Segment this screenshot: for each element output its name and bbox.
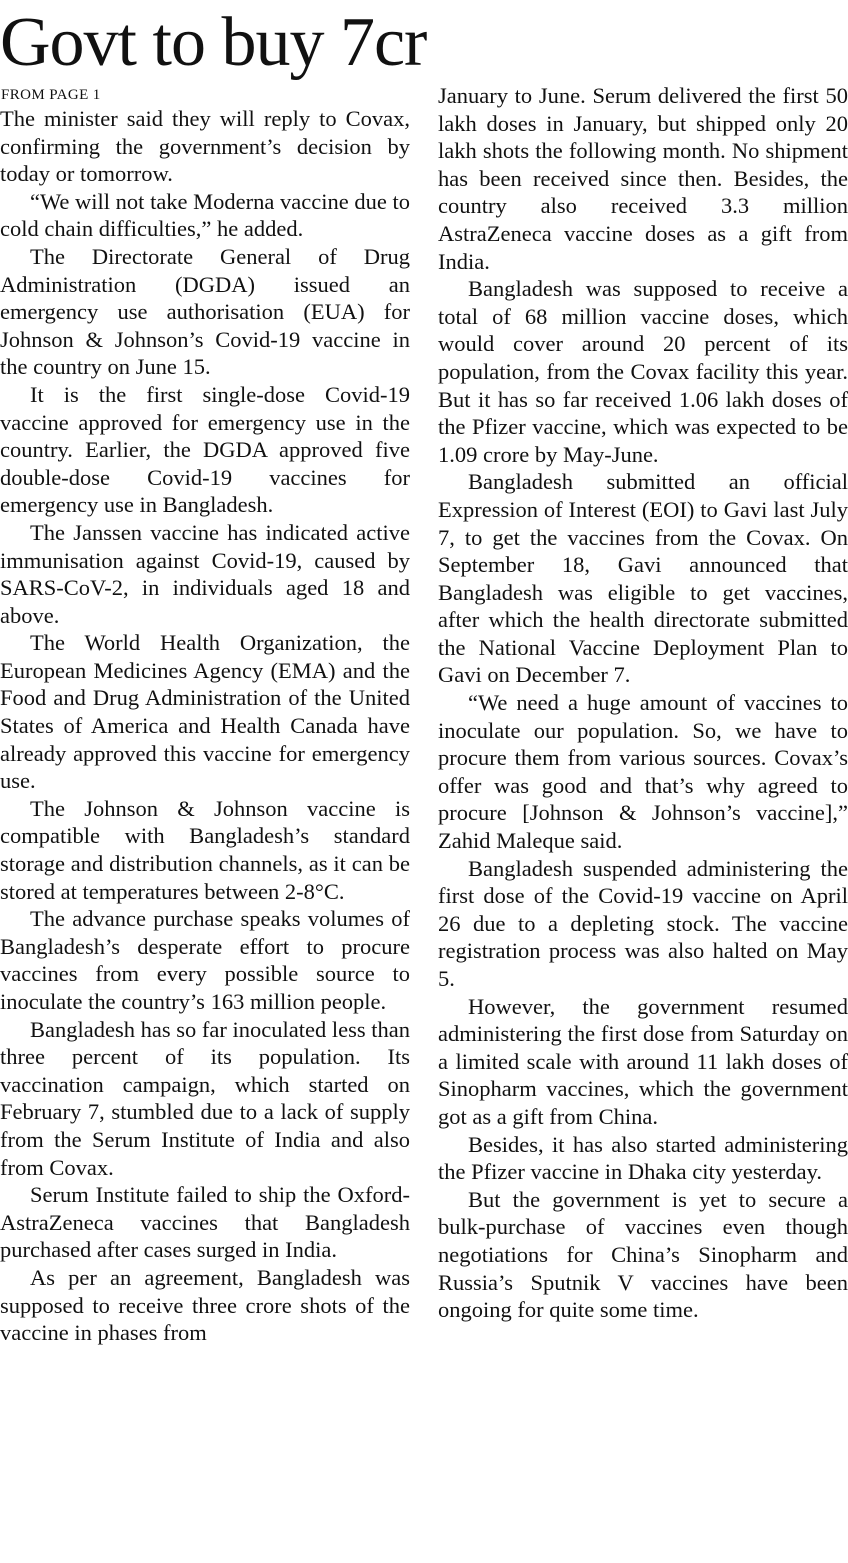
paragraph: The advance purchase speaks volumes of Bangladesh’s desperate effort to procure vaccines from every possible source to inoculate the country’s 163 million people. xyxy=(0,906,410,1014)
paragraph: January to June. Serum delivered the first 50 lakh doses in January, but shipped only 20 lakh shots the following month. No shipment has been received since then. Besides, the country also received 3.3 million AstraZeneca vaccine doses as a gift from India. xyxy=(438,83,848,274)
paragraph: Bangladesh was supposed to receive a total of 68 million vaccine doses, which would cover around 20 percent of its population, from the Covax facility this year. But it has so far received 1.06 lakh doses of the Pfizer vaccine, which was expected to be 1.09 crore by May-June. xyxy=(438,276,848,467)
paragraph: “We need a huge amount of vaccines to inoculate our population. So, we have to procure them from various sources. Covax’s offer was good and that’s why agreed to procure [Johnson & Johnson’s vaccine],” Zahid Maleque said. xyxy=(438,690,848,854)
paragraph: Bangladesh suspended administering the first dose of the Covid-19 vaccine on April 26 due to a depleting stock. The vaccine registration process was also halted on May 5. xyxy=(438,855,848,991)
paragraph: However, the government resumed administering the first dose from Saturday on a limited scale with around 11 lakh doses of Sinopharm vaccines, which the government got as a gift from China. xyxy=(438,993,848,1129)
paragraph: It is the first single-dose Covid-19 vaccine approved for emergency use in the country. Earlier, the DGDA approved five double-dose Covid-19 vaccines for emergency use in Bangladesh. xyxy=(0,381,410,518)
paragraph: Bangladesh submitted an official Expression of Interest (EOI) to Gavi last July 7, to get the vaccines from the Covax. On September 18, Gavi announced that Bangladesh was eligible to get vaccines, after which the health directorate submitted the National Vaccine Deployment Plan to Gavi on December 7. xyxy=(438,469,848,688)
article-column-right xyxy=(438,82,848,1324)
paragraph: The World Health Organization, the European Medicines Agency (EMA) and the Food and Drug Administration of the United States of America and Health Canada have already approved this vaccine for emergency use. xyxy=(0,630,410,794)
paragraph: The Directorate General of Drug Administration (DGDA) issued an emergency use authorisation (EUA) for Johnson & Johnson’s Covid-19 vaccine in the country on June 15. xyxy=(0,243,410,380)
paragraph: As per an agreement, Bangladesh was supposed to receive three crore shots of the vaccine in phases from xyxy=(0,1264,410,1346)
article-column-left xyxy=(0,105,410,1347)
paragraph: Bangladesh has so far inoculated less than three percent of its population. Its vaccination campaign, which started on February 7, stumbled due to a lack of supply from the Serum Institute of India and also from Covax. xyxy=(0,1016,410,1180)
paragraph: “We will not take Moderna vaccine due to cold chain difficulties,” he added. xyxy=(0,188,410,242)
paragraph: But the government is yet to secure a bulk-purchase of vaccines even though negotiations for China’s Sinopharm and Russia’s Sputnik V vaccines have been ongoing for quite some time. xyxy=(438,1186,848,1323)
paragraph: The minister said they will reply to Covax, confirming the government’s decision by today or tomorrow. xyxy=(0,106,410,187)
paragraph: The Janssen vaccine has indicated active immunisation against Covid-19, caused by SARS-CoV-2, in individuals aged 18 and above. xyxy=(0,519,410,628)
from-page-kicker: FROM PAGE 1 xyxy=(1,87,101,103)
paragraph: Serum Institute failed to ship the Oxford-AstraZeneca vaccines that Bangladesh purchased after cases surged in India. xyxy=(0,1182,410,1263)
paragraph: The Johnson & Johnson vaccine is compatible with Bangladesh’s standard storage and distribution channels, as it can be stored at temperatures between 2-8°C. xyxy=(0,795,410,904)
headline: Govt to buy 7cr xyxy=(0,4,427,81)
paragraph: Besides, it has also started administering the Pfizer vaccine in Dhaka city yesterday. xyxy=(438,1131,848,1185)
